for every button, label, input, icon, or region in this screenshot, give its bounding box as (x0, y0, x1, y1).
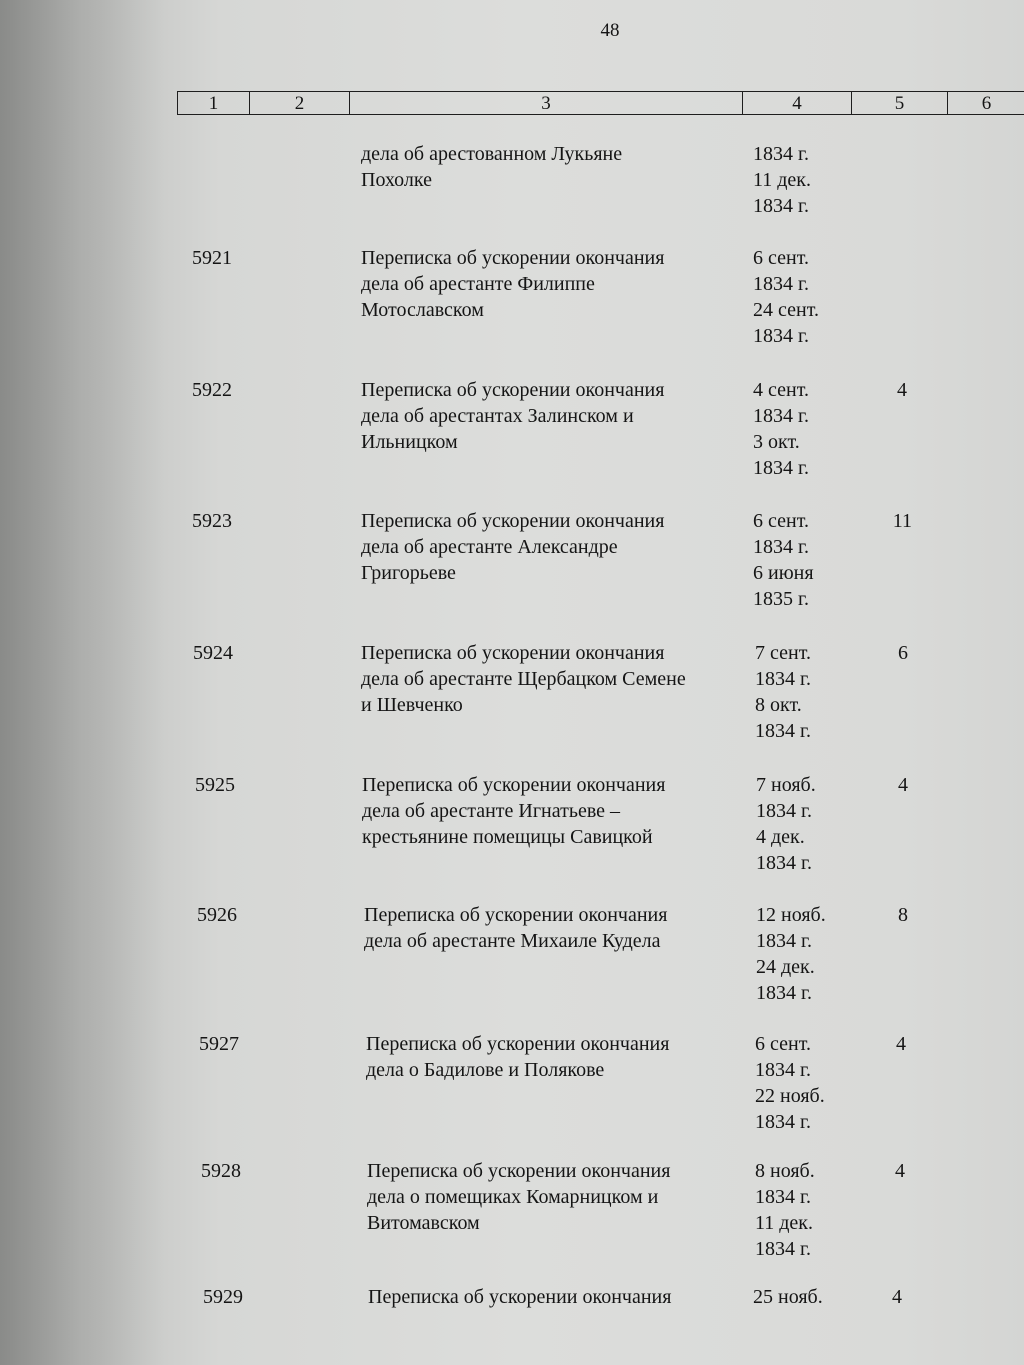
title-line: Похолке (361, 169, 432, 191)
entry-sheet-count: 4 (892, 1286, 902, 1308)
column-header-2: 2 (250, 92, 350, 114)
date-line: 11 дек. (755, 1212, 814, 1234)
title-line: и Шевченко (361, 694, 463, 716)
entry-sheet-count: 4 (896, 1033, 906, 1055)
date-line: 6 июня (753, 562, 814, 584)
entry-number: 5925 (195, 774, 235, 796)
date-line: 7 нояб. (756, 774, 816, 796)
page-number: 48 (600, 20, 620, 41)
date-line: 1834 г. (753, 405, 809, 427)
entry-dates (756, 772, 856, 876)
entry-number: 5924 (193, 642, 233, 664)
date-line: 1834 г. (755, 720, 811, 742)
date-line: 4 сент. (753, 379, 809, 401)
column-header-row (177, 91, 1024, 115)
title-line: Переписка об ускорении окончания (361, 510, 665, 532)
date-line: 1835 г. (753, 588, 809, 610)
date-line: 24 дек. (756, 956, 815, 978)
title-line: Переписка об ускорении окончания (367, 1160, 671, 1182)
date-line: 1834 г. (756, 852, 812, 874)
entry-sheet-count: 6 (898, 642, 908, 664)
entry-number: 5928 (201, 1160, 241, 1182)
column-header-4: 4 (743, 92, 852, 114)
entry-number: 5921 (192, 247, 232, 269)
date-line: 6 сент. (753, 510, 809, 532)
entry-title (364, 902, 749, 954)
date-line: 1834 г. (755, 1111, 811, 1133)
title-line: дела об арестанте Михаиле Кудела (364, 930, 661, 952)
title-line: дела об арестантах Залинском и (361, 405, 634, 427)
date-line: 1834 г. (753, 536, 809, 558)
entry-title (361, 377, 746, 455)
date-line: 4 дек. (756, 826, 805, 848)
date-line: 1834 г. (753, 143, 809, 165)
column-header-5: 5 (852, 92, 948, 114)
binding-shadow (0, 0, 165, 1365)
title-line: дела о Бадилове и Полякове (366, 1059, 605, 1081)
title-line: Переписка об ускорении окончания (366, 1033, 670, 1055)
date-line: 12 нояб. (756, 904, 826, 926)
title-line: крестьянине помещицы Савицкой (362, 826, 653, 848)
date-line: 3 окт. (753, 431, 800, 453)
entry-title (361, 245, 746, 323)
entry-number: 5929 (203, 1286, 243, 1308)
title-line: Переписка об ускорении окончания (361, 642, 665, 664)
entry-dates (753, 245, 853, 349)
title-line: Григорьеве (361, 562, 456, 584)
date-line: 1834 г. (756, 982, 812, 1004)
title-line: дела о помещиках Комарницком и (367, 1186, 659, 1208)
title-line: Витомавском (367, 1212, 480, 1234)
title-line: Переписка об ускорении окончания (364, 904, 668, 926)
entry-dates (753, 1284, 853, 1310)
title-line: Мотославском (361, 299, 484, 321)
entry-number: 5922 (192, 379, 232, 401)
date-line: 1834 г. (755, 1238, 811, 1260)
entry-title (361, 141, 746, 193)
date-line: 6 сент. (753, 247, 809, 269)
entry-sheet-count: 11 (892, 510, 912, 532)
date-line: 1834 г. (755, 1059, 811, 1081)
title-line: Переписка об ускорении окончания (368, 1286, 672, 1308)
entry-title (366, 1031, 751, 1083)
entry-dates (755, 1158, 855, 1262)
entry-sheet-count: 4 (897, 379, 907, 401)
entry-dates (753, 141, 853, 219)
date-line: 24 сент. (753, 299, 819, 321)
date-line: 22 нояб. (755, 1085, 825, 1107)
date-line: 1834 г. (753, 325, 809, 347)
entry-title (361, 508, 746, 586)
date-line: 7 сент. (755, 642, 811, 664)
date-line: 1834 г. (753, 195, 809, 217)
date-line: 11 дек. (753, 169, 812, 191)
entry-number: 5923 (192, 510, 232, 532)
date-line: 8 нояб. (755, 1160, 815, 1182)
column-header-1: 1 (178, 92, 250, 114)
title-line: дела об арестанте Щербацком Семене (361, 668, 686, 690)
entry-dates (756, 902, 856, 1006)
entry-sheet-count: 4 (895, 1160, 905, 1182)
date-line: 6 сент. (755, 1033, 811, 1055)
title-line: дела об арестанте Игнатьеве – (362, 800, 621, 822)
date-line: 1834 г. (755, 668, 811, 690)
title-line: Переписка об ускорении окончания (361, 247, 665, 269)
date-line: 1834 г. (756, 930, 812, 952)
date-line: 1834 г. (756, 800, 812, 822)
date-line: 25 нояб. (753, 1286, 823, 1308)
entry-sheet-count: 4 (898, 774, 908, 796)
column-header-3: 3 (350, 92, 743, 114)
date-line: 8 окт. (755, 694, 802, 716)
entry-title (362, 772, 747, 850)
entry-dates (755, 640, 855, 744)
entry-dates (755, 1031, 855, 1135)
column-header-6: 6 (981, 93, 992, 114)
entry-dates (753, 377, 853, 481)
title-line: дела об арестанте Александре (361, 536, 618, 558)
entry-number: 5926 (197, 904, 237, 926)
date-line: 1834 г. (755, 1186, 811, 1208)
title-line: Переписка об ускорении окончания (362, 774, 666, 796)
date-line: 1834 г. (753, 273, 809, 295)
entry-title (361, 640, 746, 718)
entry-title (367, 1158, 752, 1236)
entry-title (368, 1284, 753, 1310)
title-line: Ильницком (361, 431, 458, 453)
title-line: дела об арестованном Лукьяне (361, 143, 623, 165)
date-line: 1834 г. (753, 457, 809, 479)
title-line: Переписка об ускорении окончания (361, 379, 665, 401)
entry-sheet-count: 8 (898, 904, 908, 926)
entry-number: 5927 (199, 1033, 239, 1055)
entry-dates (753, 508, 853, 612)
title-line: дела об арестанте Филиппе (361, 273, 595, 295)
